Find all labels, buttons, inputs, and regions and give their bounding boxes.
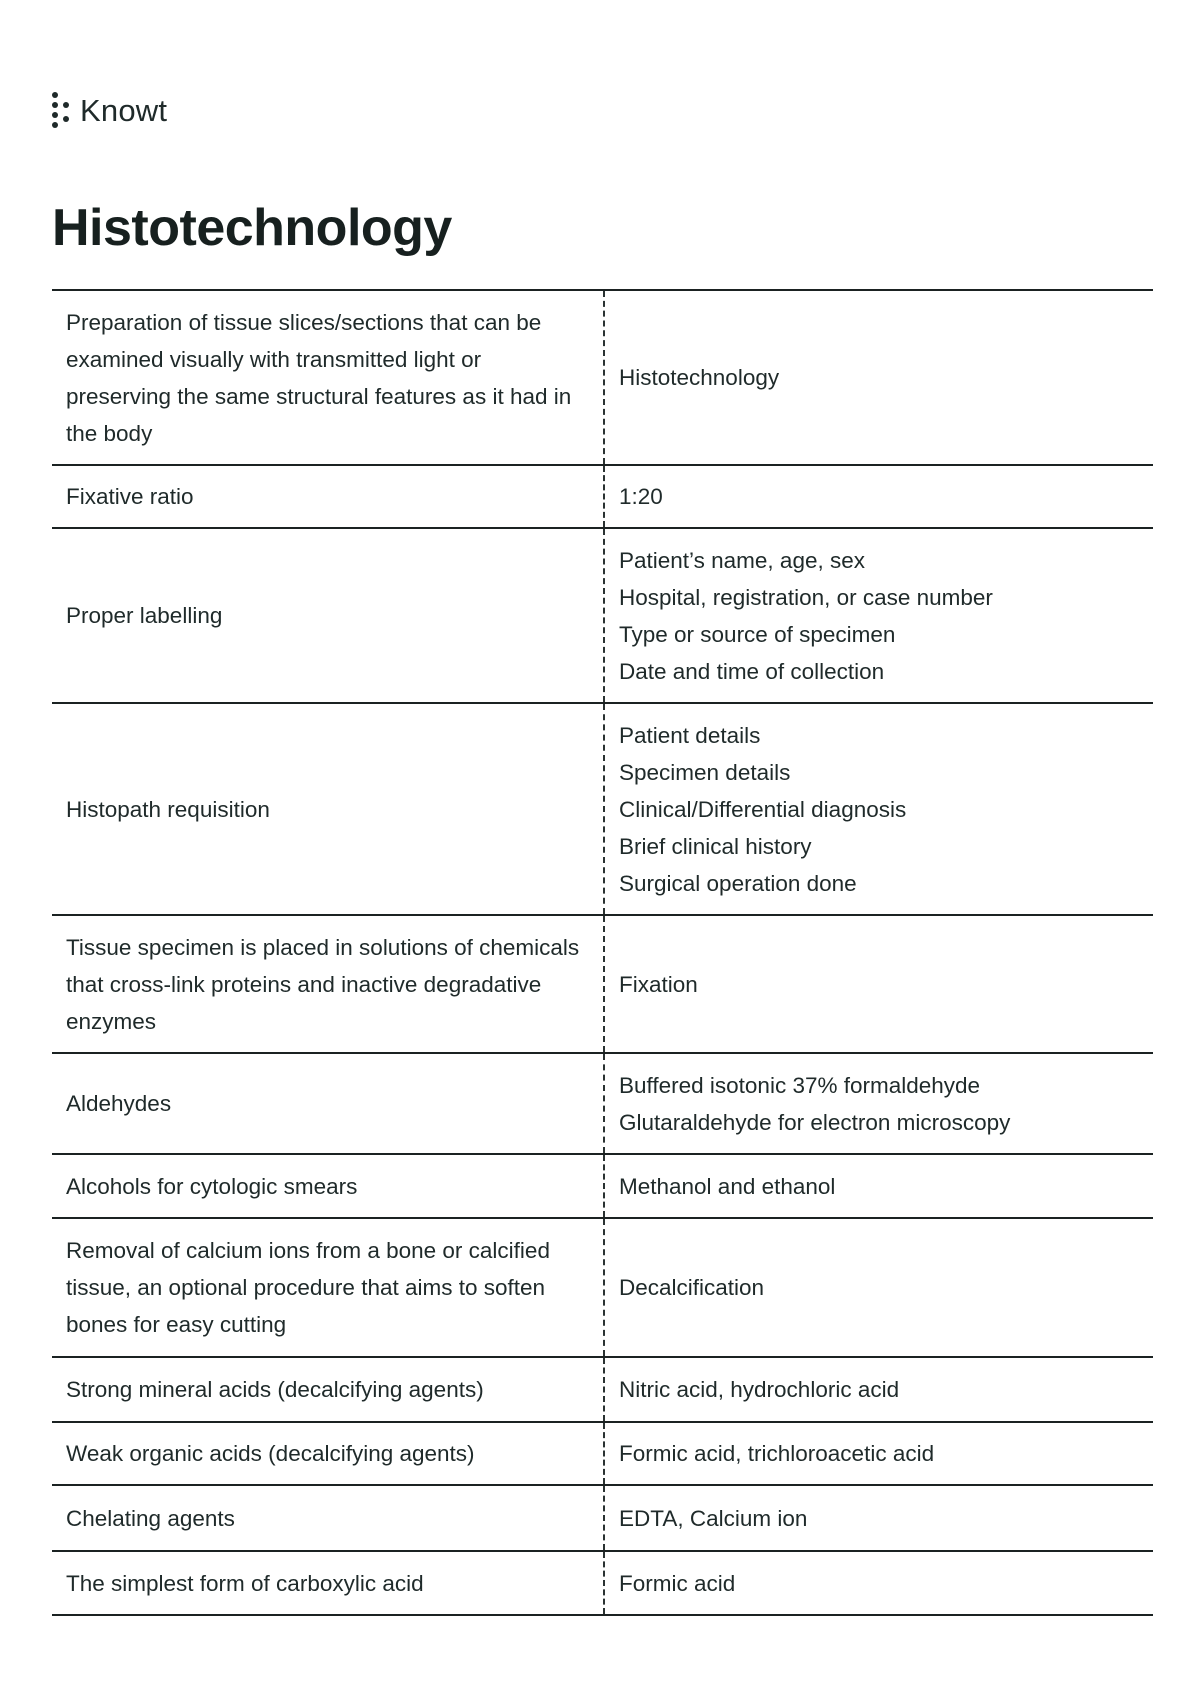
- card-definition: Patient’s name, age, sex Hospital, registration, or case number Type or source of specimen Date and time of collection: [619, 547, 993, 684]
- table-row: [52, 1154, 1153, 1218]
- card-term: Aldehydes: [52, 1053, 604, 1154]
- card-definition: Nitric acid, hydrochloric acid: [619, 1377, 900, 1402]
- page-title: Histotechnology: [52, 199, 452, 257]
- table-row: [52, 1551, 1153, 1615]
- table-row: [52, 465, 1153, 528]
- card-definition: Patient details Specimen details Clinical/Differential diagnosis Brief clinical history Surgical operation done: [619, 722, 907, 896]
- card-term: Strong mineral acids (decalcifying agents): [52, 1357, 604, 1422]
- card-definition: Formic acid, trichloroacetic acid: [619, 1441, 935, 1466]
- card-term: Alcohols for cytologic smears: [52, 1154, 604, 1218]
- table-row: [52, 1218, 1153, 1357]
- card-term: Weak organic acids (decalcifying agents): [52, 1422, 604, 1485]
- card-definition: Decalcification: [619, 1275, 765, 1300]
- card-definition: Buffered isotonic 37% formaldehyde Glutaraldehyde for electron microscopy: [619, 1072, 1011, 1135]
- card-term: Chelating agents: [52, 1485, 604, 1551]
- table-row: [52, 528, 1153, 703]
- table-row: [52, 1357, 1153, 1422]
- table-row: [52, 915, 1153, 1053]
- card-term: Preparation of tissue slices/sections that can be examined visually with transmitted light or preserving the same structural features as it had in the body: [52, 290, 604, 465]
- card-definition: EDTA, Calcium ion: [619, 1505, 808, 1531]
- table-row: [52, 1485, 1153, 1551]
- table-row: [52, 1053, 1153, 1154]
- card-term: The simplest form of carboxylic acid: [52, 1551, 604, 1615]
- card-term: Proper labelling: [52, 528, 604, 703]
- card-definition: Histotechnology: [619, 365, 780, 390]
- card-term: Removal of calcium ions from a bone or calcified tissue, an optional procedure that aims to soften bones for easy cutting: [52, 1218, 604, 1357]
- card-definition: 1:20: [619, 484, 663, 509]
- table-row: [52, 703, 1153, 915]
- card-definition: Methanol and ethanol: [619, 1173, 836, 1199]
- table-row: [52, 290, 1153, 465]
- table-row: [52, 1422, 1153, 1485]
- card-term: Fixative ratio: [52, 465, 604, 528]
- brand-name: Knowt: [80, 93, 168, 128]
- card-definition: Formic acid: [619, 1570, 736, 1596]
- card-term: Tissue specimen is placed in solutions of chemicals that cross-link proteins and inactive degradative enzymes: [52, 915, 604, 1053]
- flashcard-table: [52, 289, 1153, 1616]
- brand-logo: [52, 92, 167, 130]
- card-definition: Fixation: [619, 971, 698, 997]
- card-term: Histopath requisition: [52, 703, 604, 915]
- knowt-dots-logo-icon: [52, 92, 72, 130]
